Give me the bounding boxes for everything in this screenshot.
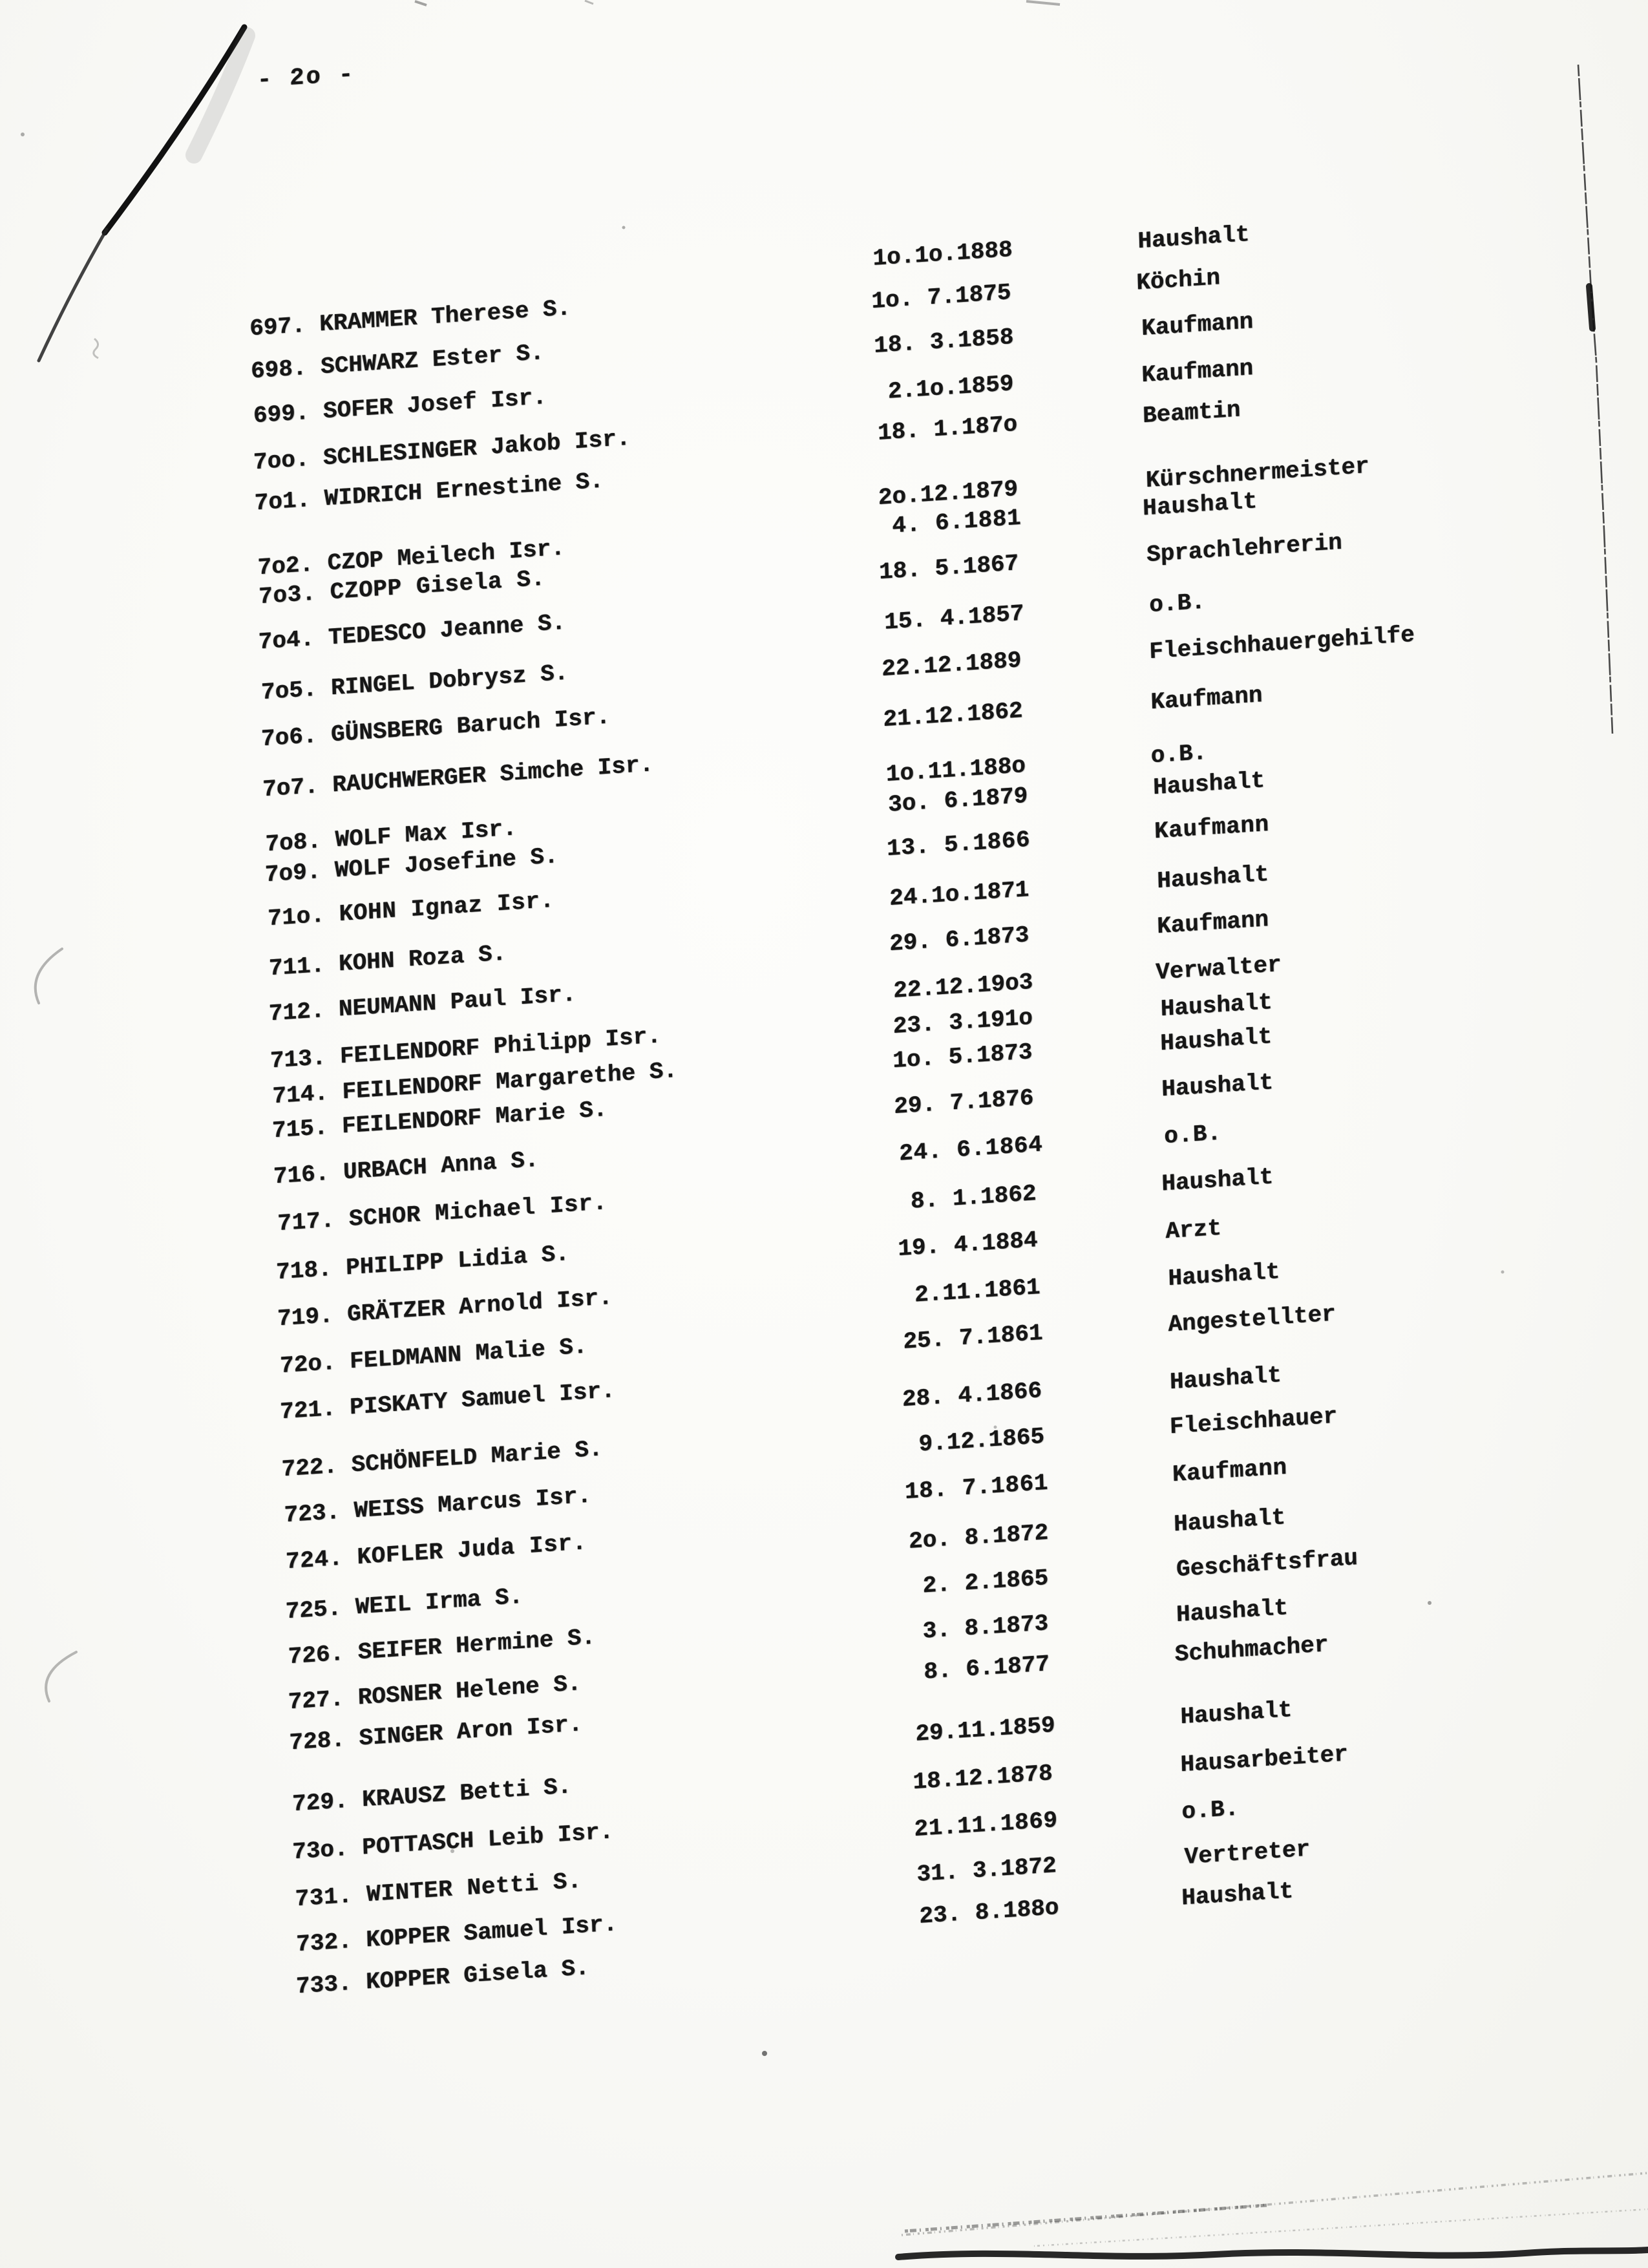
entry-number: 713. (269, 1044, 327, 1075)
entry-name: KRAUSZ Betti S. (361, 1773, 572, 1814)
entry-birthdate: 8. 1.1862 (896, 1180, 1037, 1216)
entry-name: SOFER Josef Isr. (322, 383, 547, 425)
entry-name: CZOP Meilech Isr. (327, 535, 565, 577)
entry-number: 7o3. (258, 580, 317, 611)
entry-name: PHILIPP Lidia S. (345, 1240, 570, 1282)
entry-number: 698. (250, 354, 308, 385)
bottom-streak (902, 2173, 1648, 2235)
entry-name: SEIFER Hermine S. (357, 1624, 596, 1666)
entry-occupation: o.B. (1148, 588, 1206, 619)
left-margin-squiggle (94, 339, 98, 358)
entry-occupation: Kaufmann (1154, 811, 1270, 845)
entry-birthdate: 23. 8.188o (918, 1894, 1060, 1930)
entry-number: 71o. (267, 902, 326, 933)
entry-occupation: Hausarbeiter (1180, 1741, 1349, 1779)
entry-birthdate: 1o.11.188o (885, 752, 1026, 788)
entry-name: FEILENDORF Margarethe S. (342, 1057, 678, 1106)
entry-number: 711. (268, 951, 326, 982)
entry-name: WOLF Josefine S. (334, 843, 559, 884)
entry-name: WOLF Max Isr. (335, 815, 518, 854)
entry-name: FEILENDORF Philipp Isr. (339, 1023, 662, 1070)
entry-number: 7o1. (254, 486, 311, 517)
entry-name: KOPPER Gisela S. (365, 1955, 590, 1996)
entry-birthdate: 18. 5.1867 (878, 550, 1019, 586)
entry-birthdate: 24.1o.1871 (889, 876, 1030, 912)
entry-birthdate: 15. 4.1857 (883, 600, 1025, 636)
entry-occupation: Haushalt (1137, 221, 1251, 255)
entry-name: RINGEL Dobrysz S. (330, 659, 569, 702)
corner-crease-line (105, 27, 244, 233)
entry-birthdate: 31. 3.1872 (916, 1852, 1057, 1888)
entry-number: 733. (295, 1969, 353, 2000)
entry-occupation: Haushalt (1152, 767, 1265, 801)
entry-name: WEISS Marcus Isr. (354, 1482, 592, 1525)
entry-name: GRÄTZER Arnold Isr. (346, 1284, 613, 1328)
entry-number: 721. (279, 1395, 337, 1426)
entry-birthdate: 24. 6.1864 (898, 1131, 1044, 1167)
entry-occupation: Köchin (1136, 264, 1221, 297)
entry-birthdate: 29. 7.1876 (893, 1085, 1034, 1121)
entry-number: 699. (253, 399, 310, 430)
entry-number: 717. (277, 1207, 335, 1238)
entry-name: ROSNER Helene S. (357, 1670, 582, 1712)
entry-birthdate: 29. 6.1873 (889, 922, 1030, 958)
entry-occupation: Schuhmacher (1174, 1631, 1329, 1668)
entry-occupation: Haushalt (1159, 1023, 1273, 1057)
entry-birthdate: 2.11.1861 (900, 1273, 1041, 1309)
top-edge-tick (415, 1, 427, 5)
entry-birthdate: 1o. 7.1875 (871, 279, 1012, 315)
entry-birthdate: 8. 6.1877 (909, 1651, 1050, 1687)
entry-number: 7oo. (253, 445, 310, 476)
entry-number: 723. (284, 1498, 341, 1529)
entry-name: WEIL Irma S. (355, 1583, 523, 1621)
entry-number: 7o6. (260, 722, 318, 753)
entry-name: FELDMANN Malie S. (349, 1333, 588, 1375)
entry-number: 726. (288, 1640, 344, 1671)
entry-occupation: Kürschnermeister (1145, 452, 1370, 494)
entry-birthdate: 4. 6.1881 (877, 504, 1022, 541)
entry-birthdate: 21.11.1869 (914, 1807, 1059, 1843)
entry-number: 732. (295, 1927, 353, 1958)
entry-name: GÜNSBERG Baruch Isr. (330, 703, 611, 748)
register-list (193, 198, 1631, 2046)
entry-name: PISKATY Samuel Isr. (349, 1377, 616, 1421)
entry-occupation: Fleischhauergehilfe (1148, 621, 1415, 666)
entry-occupation: Angestellter (1167, 1300, 1336, 1339)
page-number: - 2o - (257, 61, 355, 94)
corner-crease-line-tail (39, 229, 107, 361)
entry-birthdate: 28. 4.1866 (902, 1377, 1042, 1414)
entry-occupation: Verwalter (1155, 951, 1282, 986)
entry-name: SCHLESINGER Jakob Isr. (322, 425, 631, 472)
entry-number: 728. (289, 1726, 346, 1757)
entry-name: URBACH Anna S. (343, 1146, 540, 1186)
entry-occupation: Haushalt (1173, 1504, 1286, 1538)
entry-number: 716. (273, 1160, 330, 1191)
entry-name: FEILENDORF Marie S. (341, 1096, 608, 1140)
entry-occupation: Sprachlehrerin (1146, 529, 1343, 569)
entry-birthdate: 22.12.1889 (881, 647, 1022, 683)
entry-name: CZOPP Gisela S. (330, 565, 546, 606)
entry-birthdate: 13. 5.1866 (886, 826, 1031, 863)
entry-number: 7o8. (265, 827, 322, 858)
entry-number: 7o2. (257, 551, 314, 582)
entry-birthdate: 2. 2.1865 (908, 1564, 1049, 1600)
entry-occupation: Kaufmann (1141, 355, 1254, 389)
entry-number: 7o5. (260, 675, 318, 706)
entry-name: KOHN Roza S. (338, 940, 507, 978)
entry-occupation: Haushalt (1161, 1163, 1274, 1198)
entry-occupation: Haushalt (1167, 1258, 1280, 1293)
entry-occupation: Haushalt (1142, 488, 1258, 522)
bottom-scan-edge (898, 2250, 1648, 2257)
entry-occupation: Geschäftsfrau (1176, 1544, 1358, 1584)
ink-speck (762, 2051, 767, 2056)
entry-number: 722. (281, 1452, 338, 1483)
entry-number: 714. (272, 1079, 329, 1110)
entry-number: 7o7. (262, 772, 319, 803)
entry-name: SINGER Aron Isr. (359, 1711, 583, 1752)
ink-speck (622, 226, 626, 229)
right-edge-blob (1589, 286, 1592, 328)
bottom-streak (1034, 2209, 1648, 2246)
entry-number: 718. (275, 1255, 333, 1286)
entry-occupation: Kaufmann (1141, 308, 1254, 343)
entry-birthdate: 21.12.1862 (883, 697, 1024, 734)
entry-birthdate: 2o. 8.1872 (908, 1519, 1049, 1555)
entry-name: KOFLER Juda Isr. (357, 1529, 587, 1571)
top-edge-tick (585, 1, 593, 4)
entry-number: 719. (277, 1302, 334, 1333)
entry-occupation: Haushalt (1156, 860, 1269, 895)
ink-speck (21, 132, 25, 136)
entry-name: KRAMMER Therese S. (319, 295, 571, 338)
entry-birthdate: 3o. 6.1879 (887, 782, 1028, 818)
entry-birthdate: 23. 3.191o (893, 1004, 1033, 1040)
entry-name: WIDRICH Ernestine S. (324, 467, 604, 513)
entry-occupation: Haushalt (1161, 1069, 1274, 1103)
entry-occupation: o.B. (1150, 739, 1207, 770)
entry-number: 724. (285, 1545, 344, 1576)
entry-occupation: Vertreter (1184, 1836, 1311, 1871)
entry-occupation: Haushalt (1179, 1696, 1293, 1731)
entry-name: WINTER Netti S. (366, 1867, 582, 1909)
entry-birthdate: 29.11.1859 (914, 1712, 1056, 1748)
entry-number: 725. (285, 1595, 342, 1626)
entry-occupation: o.B. (1181, 1795, 1240, 1826)
entry-number: 697. (249, 312, 306, 343)
entry-number: 73o. (291, 1835, 349, 1866)
entry-birthdate: 18. 3.1858 (873, 323, 1015, 359)
entry-name: POTTASCH Leib Isr. (361, 1818, 614, 1861)
entry-birthdate: 1o.1o.1888 (872, 236, 1013, 272)
entry-name: RAUCHWERGER Simche Isr. (332, 751, 654, 799)
entry-number: 712. (268, 997, 326, 1028)
entry-occupation: o.B. (1163, 1119, 1222, 1150)
entry-occupation: Haushalt (1169, 1362, 1282, 1396)
entry-occupation: Kaufmann (1156, 906, 1269, 940)
entry-name: SCHOR Michael Isr. (348, 1189, 608, 1233)
entry-occupation: Haushalt (1160, 988, 1273, 1023)
bottom-streak (905, 2205, 1267, 2231)
top-edge-tick (1026, 1, 1060, 5)
entry-name: TEDESCO Jeanne S. (328, 609, 566, 652)
entry-number: 7o9. (264, 858, 321, 889)
entry-occupation: Kaufmann (1150, 682, 1263, 716)
entry-birthdate: 3. 8.1873 (908, 1610, 1049, 1646)
entry-occupation: Fleischhauer (1169, 1403, 1338, 1441)
entry-number-and-name (296, 1955, 590, 2000)
entry-birthdate: 25. 7.1861 (902, 1319, 1044, 1355)
entry-number: 72o. (279, 1349, 337, 1380)
entry-birthdate: 18.12.1878 (913, 1760, 1053, 1796)
entry-birthdate: 22.12.19o3 (893, 968, 1033, 1004)
entry-name: KOHN Ignaz Isr. (339, 887, 555, 928)
entry-number: 727. (288, 1685, 344, 1716)
entry-occupation: Arzt (1165, 1214, 1222, 1245)
entry-occupation: Haushalt (1181, 1878, 1294, 1912)
entry-number: 715. (271, 1114, 329, 1145)
entry-name: KOPPER Samuel Isr. (365, 1911, 618, 1954)
corner-crease-shadow (194, 36, 247, 155)
entry-name: SCHÖNFELD Marie S. (351, 1436, 604, 1479)
entry-birthdate: 2.1o.1859 (873, 370, 1015, 407)
entry-birthdate: 1o. 5.1873 (892, 1039, 1033, 1075)
entry-name: NEUMANN Paul Isr. (338, 980, 576, 1023)
left-margin-mark (46, 1652, 76, 1701)
entry-birthdate: 19. 4.1884 (897, 1227, 1039, 1263)
entry-occupation: Haushalt (1176, 1595, 1289, 1629)
entry-number: 729. (291, 1787, 349, 1818)
entry-birthdate: 18. 7.1861 (904, 1469, 1049, 1506)
entry-number: 7o4. (258, 625, 315, 656)
entry-occupation: Kaufmann (1172, 1454, 1288, 1489)
entry-birthdate: 9.12.1865 (904, 1423, 1045, 1459)
entry-birthdate: 18. 1.187o (877, 410, 1018, 447)
entry-occupation: Beamtin (1142, 396, 1241, 430)
left-margin-mark (36, 949, 62, 1003)
entry-number: 731. (295, 1882, 354, 1913)
entry-birthdate: 2o.12.1879 (878, 475, 1019, 511)
entry-name: SCHWARZ Ester S. (320, 339, 545, 381)
